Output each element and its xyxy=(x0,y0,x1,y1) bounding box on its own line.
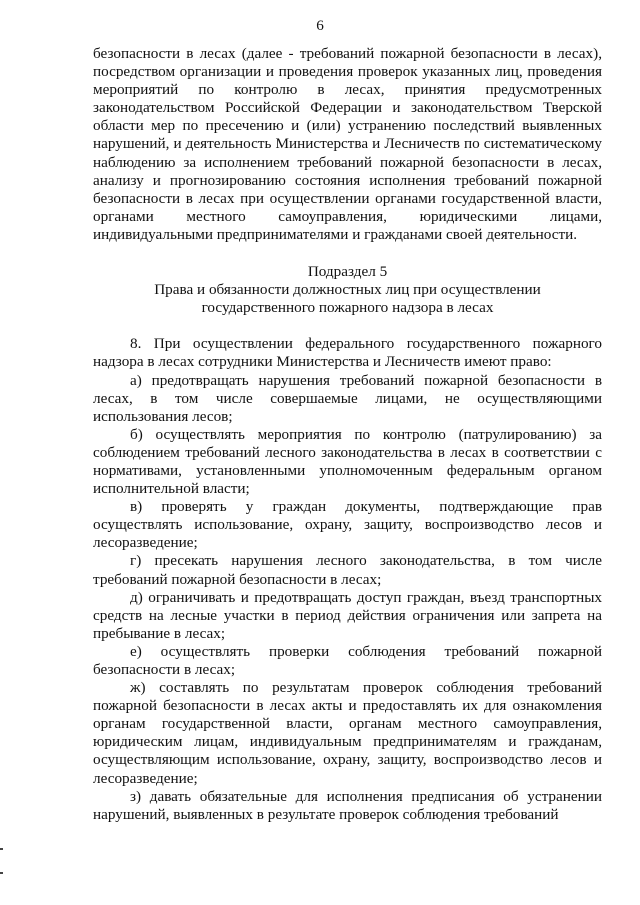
item-b: б) осуществлять мероприятия по контролю (патрулированию) за соблюдением требований лесного законодательства в лесах в соответствии с нормативами, установленными уполномоченным федеральным органом исполнительной власти; xyxy=(93,425,602,498)
item-a: а) предотвращать нарушения требований пожарной безопасности в лесах, в том числе совершаемые лицами, не осуществляющими использования лесов; xyxy=(93,371,602,425)
item-zh: ж) составлять по результатам проверок соблюдения требований пожарной безопасности в лесах акты и предоставлять их для ознакомления органам государственной власти, органам местного самоуправления, юридическим лицам, индивидуальным предпринимателям и гражданам, осуществляющим использование, охрану, защиту, воспроизводство лесов и лесоразведение; xyxy=(93,679,602,787)
item-v: в) проверять у граждан документы, подтверждающие прав осуществлять использование, охрану, защиту, воспроизводство лесов и лесоразведение; xyxy=(93,498,602,552)
page-number: 6 xyxy=(316,17,324,34)
subsection-heading xyxy=(93,263,602,317)
scan-mark xyxy=(0,872,3,874)
item-z: з) давать обязательные для исполнения предписания об устранении нарушений, выявленных в результате проверок соблюдения требований xyxy=(93,787,602,823)
document-body xyxy=(93,45,602,824)
scan-mark xyxy=(0,848,3,850)
item-d: д) ограничивать и предотвращать доступ граждан, въезд транспортных средств на лесные участки в период действия ограничения или запрета на пребывание в лесах; xyxy=(93,588,602,642)
item-e: е) осуществлять проверки соблюдения требований пожарной безопасности в лесах; xyxy=(93,642,602,678)
subsection-title-line-1: Права и обязанности должностных лиц при осуществлении xyxy=(154,281,541,299)
subsection-title-line-2: государственного пожарного надзора в лесах xyxy=(201,299,494,317)
subsection-label: Подраздел 5 xyxy=(307,263,388,281)
item-g: г) пресекать нарушения лесного законодательства, в том числе требований пожарной безопасности в лесах; xyxy=(93,552,602,588)
intro-paragraph: безопасности в лесах (далее - требований пожарной безопасности в лесах), посредством организации и проведения проверок указанных лиц, проведения мероприятий по контролю в лесах, принятия предусмотренных законодательством Российской Федерации и законодательством Тверской области мер по пресечению и (или) устранению последствий выявленных нарушений, и деятельность Министерства и Лесничеств по систематическому наблюдению за исполнением требований пожарной безопасности в лесах, анализу и прогнозированию состояния исполнения требований пожарной безопасности в лесах при осуществлении органами государственной власти, органами местного самоуправления, юридическими лицами, индивидуальными предпринимателями и гражданами своей деятельности. xyxy=(93,45,602,243)
paragraph-8: 8. При осуществлении федерального государственного пожарного надзора в лесах сотрудники Министерства и Лесничеств имеют право: xyxy=(93,335,602,371)
